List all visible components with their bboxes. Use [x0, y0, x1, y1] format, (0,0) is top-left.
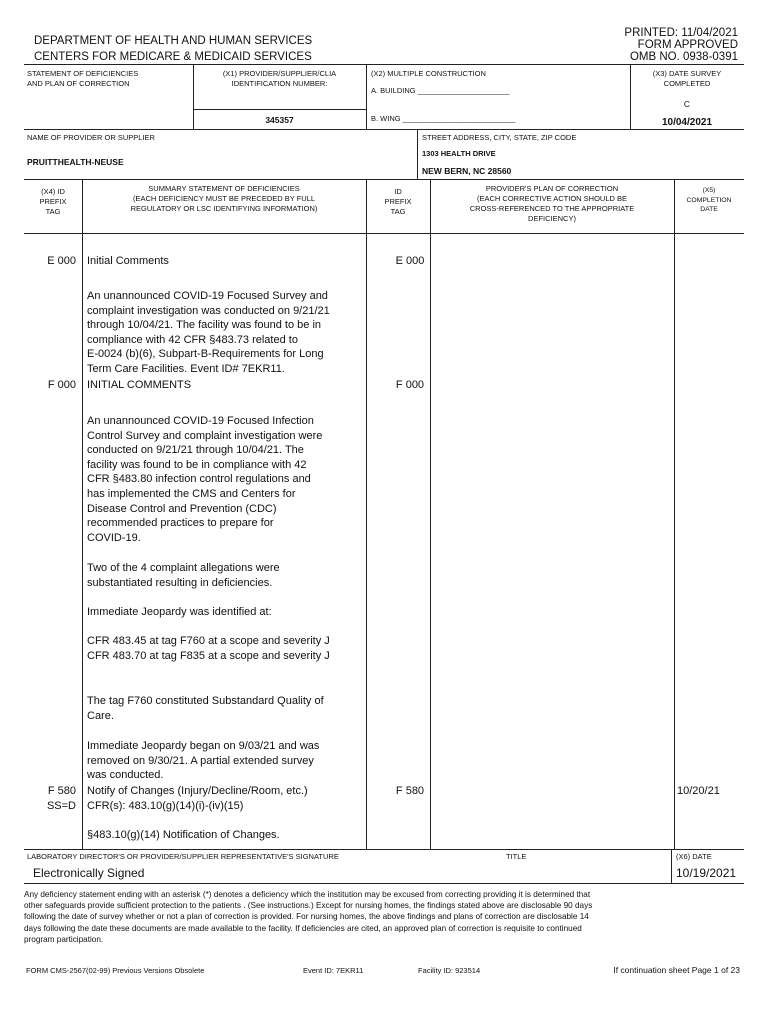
f000-paragraph-5: The tag F760 constituted Substandard Quality of Care. [87, 695, 324, 722]
f000-paragraph-4: CFR 483.45 at tag F760 at a scope and severity J CFR 483.70 at tag F835 at a scope and severity J [87, 635, 330, 662]
e000-id: E 000 [395, 255, 425, 267]
disclaimer: Any deficiency statement ending with an asterisk (*) denotes a deficiency which the institution may be excused from correcting providing it is determined that other safeguards provide sufficient protection to the patients . (See instructions.) Except for nursing homes, the findings stated above are disclosable 90 days following the date of survey whether or not a plan of correction is provided. For nursing homes, the above findings and plans of correction are disclosable 14 days following the date these documents are made available to the facility. If deficiencies are cited, an approved plan of correction is requisite to continued program participation. [24, 890, 593, 944]
e000-title: Initial Comments [87, 255, 169, 267]
f580-subsection: §483.10(g)(14) Notification of Changes. [87, 829, 280, 841]
city-state-zip: NEW BERN, NC 28560 [422, 166, 512, 176]
e000-text: An unannounced COVID-19 Focused Survey and complaint investigation was conducted on 9/21/21 through 10/04/21. The facility was found to be in compliance with 42 CFR §483.73 related to E-0024 (b)(6), Subpart-B-Requirements for Long Term Care Facilities. Event ID# 7EKR11. [87, 290, 330, 375]
address-label: STREET ADDRESS, CITY, STATE, ZIP CODE [422, 133, 577, 142]
page-indicator: If continuation sheet Page 1 of 23 [613, 965, 740, 975]
f000-paragraph-2: Two of the 4 complaint allegations were substantiated resulting in deficiencies. [87, 562, 280, 589]
x3-date: 10/04/2021 [661, 117, 713, 128]
agency-title: CENTERS FOR MEDICARE & MEDICAID SERVICES [34, 51, 312, 63]
x4-header: (X4) ID PREFIX TAG [39, 187, 67, 216]
plan-header: PROVIDER'S PLAN OF CORRECTION (EACH CORRECTIVE ACTION SHOULD BE CROSS-REFERENCED TO THE APPROPRIATE DEFICIENCY) [469, 184, 635, 223]
f580-scope-severity: SS=D [46, 800, 76, 812]
wing-line: B. WING ___________________________ [371, 114, 516, 123]
facility-id: Facility ID: 923514 [418, 966, 481, 975]
x6-date-label: (X6) DATE [676, 852, 712, 861]
f000-paragraph-1: An unannounced COVID-19 Focused Infection Control Survey and complaint investigation were conducted on 9/21/21 through 10/04/21. The facility was found to be in compliance with 42 CFR §483.80 infection control regulations and has implemented the CMS and Centers for Disease Control and Prevention (CDC) recommended practices to prepare for COVID-19. [87, 415, 323, 544]
e000-tag: E 000 [47, 255, 76, 267]
signature-date: 10/19/2021 [676, 866, 737, 880]
provider-name: PRUITTHEALTH-NEUSE [27, 157, 124, 167]
f000-tag: F 000 [47, 379, 76, 391]
f000-id: F 000 [395, 379, 425, 391]
provider-name-label: NAME OF PROVIDER OR SUPPLIER [27, 133, 155, 142]
f580-id: F 580 [395, 785, 425, 797]
omb-number: OMB NO. 0938-0391 [629, 51, 738, 63]
printed-date: PRINTED: 11/04/2021 [624, 27, 738, 39]
f000-paragraph-3: Immediate Jeopardy was identified at: [87, 606, 272, 618]
event-id: Event ID: 7EKR11 [303, 966, 364, 975]
statement-label: STATEMENT OF DEFICIENCIES AND PLAN OF CORRECTION [27, 69, 139, 88]
signature-value: Electronically Signed [33, 866, 145, 880]
department-title: DEPARTMENT OF HEALTH AND HUMAN SERVICES [34, 35, 313, 47]
f580-title: Notify of Changes (Injury/Decline/Room, etc.) CFR(s): 483.10(g)(14)(i)-(iv)(15) [87, 785, 308, 812]
id-header: ID PREFIX TAG [384, 187, 412, 216]
f580-tag: F 580 [47, 785, 76, 797]
x1-label: (X1) PROVIDER/SUPPLIER/CLIA IDENTIFICATION NUMBER: [222, 69, 337, 88]
x1-value: 345357 [265, 115, 294, 125]
f580-completion-date: 10/20/21 [677, 785, 720, 797]
f000-paragraph-6: Immediate Jeopardy began on 9/03/21 and was removed on 9/30/21. A partial extended survey was conducted. [87, 740, 320, 782]
x2-label: (X2) MULTIPLE CONSTRUCTION [371, 69, 486, 78]
form-number: FORM CMS-2567(02-99) Previous Versions Obsolete [26, 966, 205, 975]
street-address: 1303 HEALTH DRIVE [422, 149, 496, 158]
x3-label: (X3) DATE SURVEY COMPLETED [652, 69, 722, 88]
x5-header: (X5) COMPLETION DATE [686, 187, 732, 213]
x3-code: C [683, 99, 691, 109]
signature-label: LABORATORY DIRECTOR'S OR PROVIDER/SUPPLIER REPRESENTATIVE'S SIGNATURE [27, 852, 339, 861]
f000-title: INITIAL COMMENTS [87, 379, 192, 391]
form-approved: FORM APPROVED [637, 39, 738, 51]
title-label: TITLE [506, 852, 527, 861]
building-line: A. BUILDING ______________________ [371, 86, 510, 95]
summary-header: SUMMARY STATEMENT OF DEFICIENCIES (EACH DEFICIENCY MUST BE PRECEDED BY FULL REGULATORY OR LSC IDENTIFYING INFORMATION) [130, 184, 318, 213]
